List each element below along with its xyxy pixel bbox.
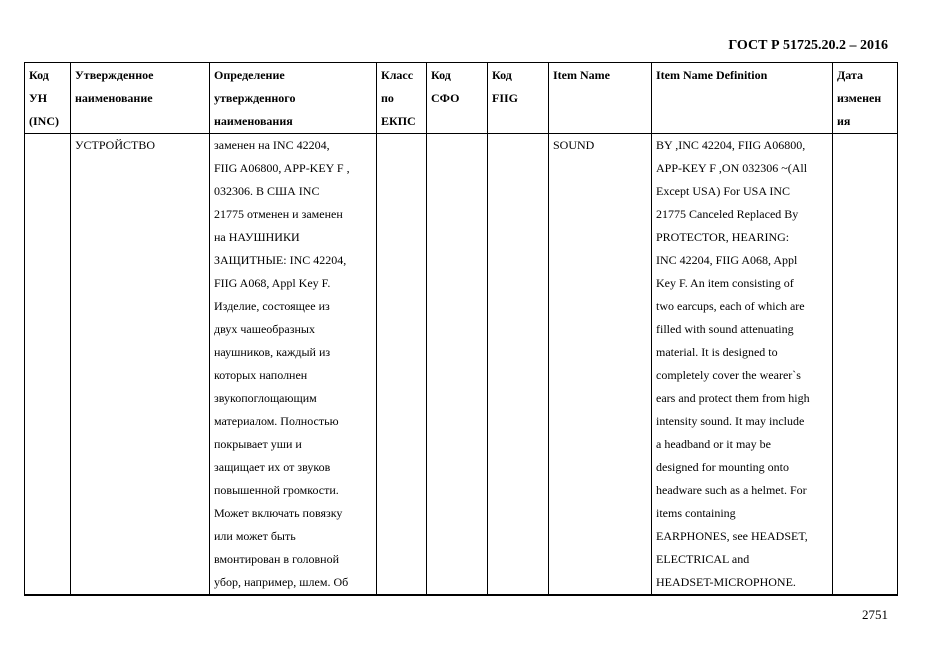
column-header-line: Класс <box>381 68 414 82</box>
column-header-inc <box>25 63 71 134</box>
cell-definition <box>210 134 377 596</box>
cell-text-line: EARPHONES, see HEADSET, <box>656 529 808 543</box>
cell-text-line: звукопоглощающим <box>214 391 317 405</box>
column-header-line: Item Name Definition <box>656 68 768 82</box>
column-header-line: FIIG <box>492 91 519 105</box>
cell-text-line: Изделие, состоящее из <box>214 299 330 313</box>
column-header-line: наименования <box>214 114 293 128</box>
column-header-line: (INC) <box>29 114 59 128</box>
cell-text-line: материалом. Полностью <box>214 414 339 428</box>
column-header-line: по <box>381 91 394 105</box>
column-header-line: Утвержденное <box>75 68 154 82</box>
cell-text-line: повышенной громкости. <box>214 483 339 497</box>
cell-ekps-class <box>377 134 427 596</box>
column-header-line: УН <box>29 91 48 105</box>
column-header-line: изменен <box>837 91 882 105</box>
cell-text-line: убор, например, шлем. Об <box>214 575 349 589</box>
column-header-change-date <box>833 63 898 134</box>
column-header-ekps-class <box>377 63 427 134</box>
cell-fiig-code <box>488 134 549 596</box>
cell-text-line: УСТРОЙСТВО <box>75 138 155 152</box>
cell-text-line: 21775 Canceled Replaced By <box>656 207 799 221</box>
cell-text-line: BY ,INC 42204, FIIG A06800, <box>656 138 806 152</box>
column-header-line: ия <box>837 114 851 128</box>
cell-text-line: intensity sound. It may include <box>656 414 805 428</box>
column-header-line: СФО <box>431 91 460 105</box>
cell-text-line: INC 42204, FIIG A068, Appl <box>656 253 798 267</box>
cell-text-line: items containing <box>656 506 736 520</box>
column-header-line: утвержденного <box>214 91 296 105</box>
cell-text-line: Key F. An item consisting of <box>656 276 794 290</box>
column-header-line: Определение <box>214 68 285 82</box>
cell-text-line: FIIG A06800, APP-KEY F , <box>214 161 350 175</box>
document-header: ГОСТ Р 51725.20.2 – 2016 <box>728 38 888 53</box>
cell-text-line: ears and protect them from high <box>656 391 810 405</box>
cell-text-line: two earcups, each of which are <box>656 299 805 313</box>
cell-text-line: APP-KEY F ,ON 032306 ~(All <box>656 161 808 175</box>
cell-text-line: ЗАЩИТНЫЕ: INC 42204, <box>214 253 347 267</box>
cell-text-line: Может включать повязку <box>214 506 343 520</box>
column-header-line: Item Name <box>553 68 610 82</box>
cell-item-name-definition <box>652 134 833 596</box>
column-header-approved-name <box>71 63 210 134</box>
cell-text-line: SOUND <box>553 138 595 152</box>
cell-text-line: покрывает уши и <box>214 437 302 451</box>
cell-text-line: filled with sound attenuating <box>656 322 794 336</box>
column-header-fiig-code <box>488 63 549 134</box>
cell-sfo-code <box>427 134 488 596</box>
column-header-line: Дата <box>837 68 863 82</box>
cell-text-line: наушников, каждый из <box>214 345 331 359</box>
cell-text-line: PROTECTOR, HEARING: <box>656 230 790 244</box>
cell-text-line: completely cover the wearer`s <box>656 368 801 382</box>
column-header-sfo-code <box>427 63 488 134</box>
cell-text-line: ELECTRICAL and <box>656 552 750 566</box>
cell-text-line: заменен на INC 42204, <box>214 138 330 152</box>
table-row <box>25 134 898 596</box>
column-header-line: Код <box>431 68 451 82</box>
column-header-line: ЕКПС <box>381 114 416 128</box>
column-header-line: наименование <box>75 91 153 105</box>
cell-text-line: на НАУШНИКИ <box>214 230 300 244</box>
column-header-line: Код <box>492 68 512 82</box>
cell-text-line: a headband or it may be <box>656 437 771 451</box>
column-header-definition <box>210 63 377 134</box>
cell-text-line: вмонтирован в головной <box>214 552 340 566</box>
cell-approved-name <box>71 134 210 596</box>
column-header-item-name-definition <box>652 63 833 134</box>
table-header-row <box>25 63 898 134</box>
page-number: 2751 <box>862 607 888 622</box>
column-header-line: Код <box>29 68 49 82</box>
cell-text-line: HEADSET-MICROPHONE. <box>656 575 796 589</box>
cell-text-line: Except USA) For USA INC <box>656 184 790 198</box>
cell-text-line: или может быть <box>214 529 296 543</box>
cell-text-line: material. It is designed to <box>656 345 778 359</box>
cell-text-line: FIIG A068, Appl Key F. <box>214 276 331 290</box>
cell-inc <box>25 134 71 596</box>
cell-text-line: 032306. В США INC <box>214 184 320 198</box>
cell-change-date <box>833 134 898 596</box>
cell-text-line: headware such as a helmet. For <box>656 483 807 497</box>
data-table <box>24 62 898 596</box>
cell-text-line: которых наполнен <box>214 368 308 382</box>
column-header-item-name <box>549 63 652 134</box>
cell-text-line: защищает их от звуков <box>214 460 331 474</box>
cell-text-line: designed for mounting onto <box>656 460 789 474</box>
cell-item-name <box>549 134 652 596</box>
cell-text-line: 21775 отменен и заменен <box>214 207 343 221</box>
cell-text-line: двух чашеобразных <box>214 322 315 336</box>
